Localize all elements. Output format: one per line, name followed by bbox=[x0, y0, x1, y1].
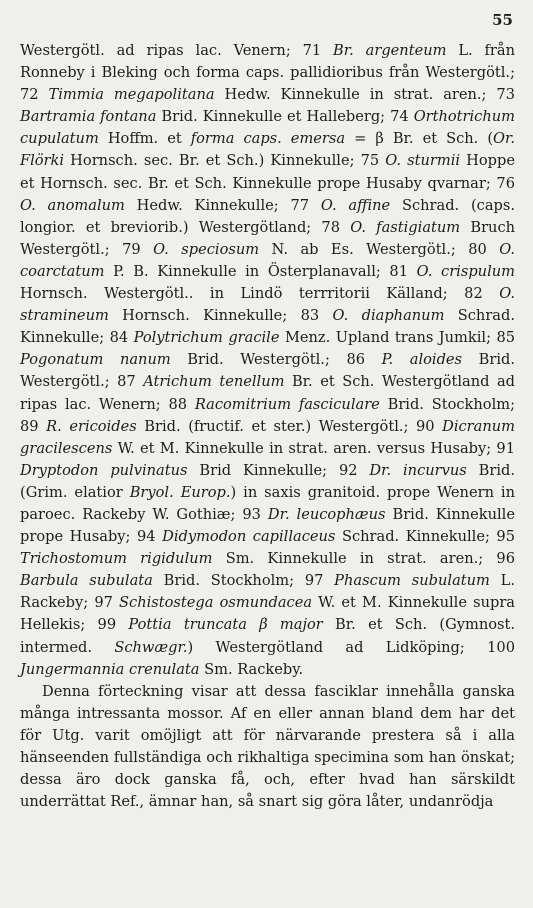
species-name: Bryol. Europ. bbox=[129, 483, 231, 501]
species-name: Bartramia fontana bbox=[20, 108, 157, 126]
text-run: Brid. Stockholm; 89 bbox=[20, 395, 515, 435]
text-run: Hornsch. Westergötl.. in Lindö terrritorii Källand; 82 bbox=[20, 285, 500, 303]
species-name: Dicranum gracilescens bbox=[20, 417, 515, 457]
text-run: Denna förteckning visar att dessa fasciklar innehålla ganska många intressanta mossor. Af en eller annan bland dem har det för Utg. varit omöjligt att för närvarande prestera så i alla hänseenden fullständiga och rikhaltiga specimina som han önskat; dessa äro dock ganska få, och, efter hvad han särskildt underrättat Ref., ämnar han, så snart sig göra låter, undanrödja bbox=[20, 682, 515, 811]
text-run: L. Rackeby; 97 bbox=[20, 572, 515, 612]
paragraph bbox=[20, 681, 515, 814]
species-name: Racomitrium fasciculare bbox=[194, 395, 380, 413]
species-name: O. speciosum bbox=[153, 240, 260, 258]
species-name: O. fastigiatum bbox=[350, 218, 461, 236]
page-number: 55 bbox=[492, 11, 513, 29]
species-name: Barbula subulata bbox=[20, 572, 153, 590]
text-run: Brid. Westergötl.; 86 bbox=[170, 351, 382, 369]
text-run: Brid. Stockholm; 97 bbox=[152, 572, 335, 590]
text-run: P. B. Kinnekulle in Österplanavall; 81 bbox=[104, 262, 417, 280]
species-name: O. diaphanum bbox=[332, 307, 445, 325]
species-name: Jungermannia crenulata bbox=[20, 660, 200, 678]
species-name: Pogonatum nanum bbox=[20, 351, 171, 369]
species-name: Schistostega osmundacea bbox=[119, 594, 313, 612]
species-name: Timmia megapolitana bbox=[48, 86, 215, 104]
text-run: Br. et Sch. Westergötland ad ripas lac. Wenern; 88 bbox=[20, 373, 515, 413]
text-run: ) in saxis granitoid. prope Wenern in paroec. Rackeby W. Gothiæ; 93 bbox=[20, 483, 515, 523]
text-run: Menz. Upland trans Jumkil; 85 bbox=[279, 329, 516, 347]
species-name: Didymodon capillaceus bbox=[162, 528, 336, 546]
text-run: Brid. (fructif. et ster.) Westergötl.; 90 bbox=[136, 417, 443, 435]
text-run: Br. et Sch. (Gymnost. intermed. bbox=[20, 616, 515, 656]
text-run: N. ab Es. Westergötl.; 80 bbox=[259, 240, 500, 258]
text-run: Sm. Kinnekulle in strat. aren.; 96 bbox=[212, 550, 515, 568]
text-run: Brid. Kinnekulle et Halleberg; 74 bbox=[156, 108, 414, 126]
species-name: O. affine bbox=[320, 196, 391, 214]
text-run: Hoppe et Hornsch. sec. Br. et Sch. Kinnekulle prope Husaby qvarnar; 76 bbox=[20, 152, 516, 192]
species-name: Dr. leucophæus bbox=[267, 505, 386, 523]
text-run: Bruch Westergötl.; 79 bbox=[20, 218, 516, 258]
text-run: Westergötl. ad ripas lac. Venern; 71 bbox=[20, 42, 334, 59]
species-name: Schwægr. bbox=[114, 638, 188, 656]
text-run: = β Br. et Sch. ( bbox=[345, 130, 494, 148]
text-run: Hornsch. Kinnekulle; 83 bbox=[108, 307, 333, 325]
species-name: Polytrichum gracile bbox=[133, 329, 280, 347]
text-run: Brid. Kinnekulle prope Husaby; 94 bbox=[20, 505, 515, 546]
species-name: Dr. incurvus bbox=[369, 461, 467, 479]
text-run: Hoffm. et bbox=[98, 130, 191, 148]
text-run: Sm. Rackeby. bbox=[199, 660, 304, 678]
species-name: Or. Flörki bbox=[20, 130, 515, 170]
text-run: Schrad. Kinnekulle; 95 bbox=[335, 528, 515, 546]
species-name: Atrichum tenellum bbox=[143, 373, 285, 391]
species-name: Trichostomum rigidulum bbox=[20, 550, 213, 568]
text-run: Schrad. (caps. longior. et breviorib.) Westergötland; 78 bbox=[20, 196, 516, 236]
paragraph bbox=[20, 40, 515, 681]
text-run: W. et M. Kinnekulle supra Hellekis; 99 bbox=[20, 594, 516, 634]
species-name: R. ericoides bbox=[46, 417, 137, 435]
species-name: O. crispulum bbox=[416, 262, 515, 280]
text-run: Schrad. Kinnekulle; 84 bbox=[20, 307, 515, 347]
species-name: forma caps. emersa bbox=[190, 130, 346, 148]
text-run: Hedw. Kinnekulle; 77 bbox=[124, 196, 321, 214]
text-run: Hedw. Kinnekulle in strat. aren.; 73 bbox=[214, 86, 515, 104]
text-run: Hornsch. sec. Br. et Sch.) Kinnekulle; 75 bbox=[64, 152, 386, 170]
text-run: Brid. (Grim. elatior bbox=[20, 461, 515, 501]
species-name: O. anomalum bbox=[20, 196, 125, 214]
text-run: L. från Ronneby i Bleking och forma caps. pallidioribus från Westergötl.; 72 bbox=[20, 42, 515, 104]
text-run: Brid Kinnekulle; 92 bbox=[187, 461, 370, 479]
text-run: Brid. Westergötl.; 87 bbox=[20, 351, 515, 391]
species-name: O. coarctatum bbox=[20, 240, 515, 280]
body-text bbox=[20, 40, 515, 813]
species-name: O. stramineum bbox=[20, 285, 515, 325]
text-run: W. et M. Kinnekulle in strat. aren. versus Husaby; 91 bbox=[112, 439, 515, 457]
species-name: Orthotrichum cupulatum bbox=[20, 108, 515, 148]
species-name: Phascum subulatum bbox=[334, 572, 490, 590]
species-name: Br. argenteum bbox=[333, 42, 447, 59]
species-name: Dryptodon pulvinatus bbox=[20, 461, 188, 479]
species-name: Pottia truncata β major bbox=[128, 616, 323, 634]
species-name: P. aloides bbox=[381, 351, 463, 369]
species-name: O. sturmii bbox=[385, 152, 461, 170]
text-run: ) Westergötland ad Lidköping; 100 bbox=[187, 638, 515, 656]
